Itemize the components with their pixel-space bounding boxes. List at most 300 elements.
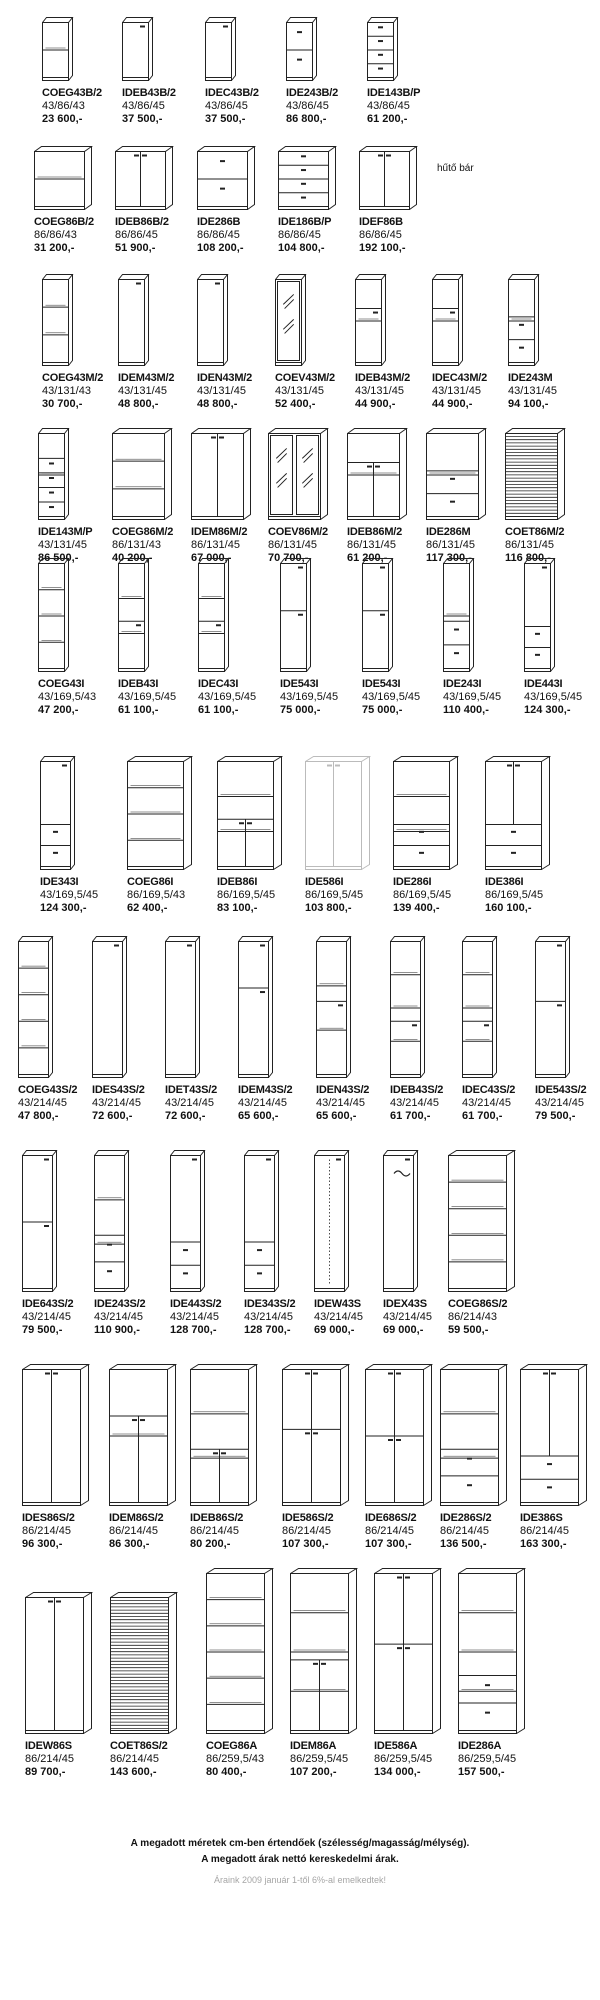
cabinet-drawing bbox=[524, 558, 556, 673]
product-item bbox=[127, 768, 217, 918]
product-dimensions: 86/259,5/45 bbox=[458, 1753, 517, 1765]
cabinet-drawing bbox=[115, 146, 174, 211]
product-code: IDET43S/2 bbox=[165, 1084, 218, 1096]
product-dimensions: 86/86/45 bbox=[359, 229, 402, 241]
product-code: IDE386I bbox=[485, 876, 524, 888]
cabinet-illustration bbox=[290, 1568, 358, 1740]
cabinet-drawing bbox=[197, 146, 256, 211]
product-dimensions: 86/259,5/45 bbox=[290, 1753, 349, 1765]
cabinet-illustration bbox=[347, 428, 408, 526]
product-label bbox=[34, 216, 94, 255]
product-price: 192 100,- bbox=[359, 242, 406, 254]
product-dimensions: 43/169,5/43 bbox=[38, 691, 97, 703]
product-dimensions: 43/214/45 bbox=[18, 1097, 67, 1109]
product-label bbox=[217, 876, 275, 915]
cabinet-illustration bbox=[268, 428, 329, 526]
product-item bbox=[393, 768, 483, 918]
product-item bbox=[118, 283, 208, 414]
product-item bbox=[217, 768, 307, 918]
product-dimensions: 43/86/45 bbox=[286, 100, 329, 112]
product-code: IDEM43S/2 bbox=[238, 1084, 293, 1096]
product-label bbox=[22, 1512, 75, 1551]
product-price: 136 500,- bbox=[440, 1538, 487, 1550]
product-dimensions: 86/86/45 bbox=[197, 229, 240, 241]
cabinet-illustration bbox=[359, 146, 418, 216]
product-code: IDE443I bbox=[524, 678, 563, 690]
product-price: 89 700,- bbox=[25, 1766, 66, 1778]
product-item bbox=[448, 1158, 538, 1340]
product-code: IDE286A bbox=[458, 1740, 502, 1752]
cabinet-drawing bbox=[244, 1150, 280, 1293]
cabinet-illustration bbox=[205, 17, 237, 87]
product-code: COET86S/2 bbox=[110, 1740, 168, 1752]
product-code: IDE243M bbox=[508, 372, 553, 384]
product-label bbox=[524, 678, 582, 717]
product-price: 65 600,- bbox=[238, 1110, 279, 1122]
product-price: 104 800,- bbox=[278, 242, 325, 254]
product-code: IDEM86A bbox=[290, 1740, 337, 1752]
cabinet-illustration bbox=[38, 428, 70, 526]
product-code: IDEC43S/2 bbox=[462, 1084, 516, 1096]
product-dimensions: 86/214/45 bbox=[25, 1753, 74, 1765]
product-label bbox=[305, 876, 363, 915]
product-code: IDE543S/2 bbox=[535, 1084, 587, 1096]
product-label bbox=[18, 1084, 77, 1123]
cabinet-illustration bbox=[206, 1568, 274, 1740]
product-label bbox=[170, 1298, 221, 1337]
product-price: 37 500,- bbox=[205, 113, 246, 125]
product-price: 107 300,- bbox=[282, 1538, 329, 1550]
product-price: 143 600,- bbox=[110, 1766, 157, 1778]
product-item bbox=[22, 1368, 112, 1554]
cabinet-illustration bbox=[393, 756, 459, 876]
product-dimensions: 43/214/45 bbox=[94, 1311, 143, 1323]
product-label bbox=[25, 1740, 74, 1779]
product-dimensions: 43/169,5/45 bbox=[40, 889, 99, 901]
product-label bbox=[42, 372, 103, 411]
cabinet-drawing bbox=[359, 146, 418, 211]
product-item bbox=[359, 158, 449, 258]
product-price: 124 300,- bbox=[40, 902, 87, 914]
product-code: IDEB86M/2 bbox=[347, 526, 403, 538]
product-dimensions: 43/131/45 bbox=[38, 539, 87, 551]
cabinet-illustration bbox=[191, 428, 252, 526]
product-label bbox=[40, 876, 98, 915]
cabinet-drawing bbox=[426, 428, 487, 521]
cabinet-illustration bbox=[462, 936, 498, 1084]
product-item bbox=[205, 30, 295, 129]
product-dimensions: 43/131/43 bbox=[42, 385, 91, 397]
product-code: COEV43M/2 bbox=[275, 372, 335, 384]
product-item bbox=[25, 1578, 115, 1782]
cabinet-illustration bbox=[122, 17, 154, 87]
product-label bbox=[508, 372, 557, 411]
product-item bbox=[508, 283, 598, 414]
product-code: IDEC43I bbox=[198, 678, 239, 690]
product-label bbox=[109, 1512, 163, 1551]
cabinet-drawing bbox=[355, 274, 387, 367]
product-price: 107 300,- bbox=[365, 1538, 412, 1550]
cabinet-drawing bbox=[383, 1150, 419, 1293]
cabinet-drawing bbox=[485, 756, 551, 871]
cabinet-illustration bbox=[508, 274, 540, 372]
product-code: IDEC43M/2 bbox=[432, 372, 488, 384]
cabinet-illustration bbox=[115, 146, 174, 216]
product-item bbox=[280, 585, 370, 720]
cabinet-illustration bbox=[190, 1364, 258, 1512]
cabinet-drawing bbox=[127, 756, 193, 871]
product-price: 31 200,- bbox=[34, 242, 75, 254]
product-dimensions: 43/214/45 bbox=[316, 1097, 365, 1109]
product-price: 69 000,- bbox=[383, 1324, 424, 1336]
product-code: IDE286I bbox=[393, 876, 432, 888]
cabinet-illustration bbox=[365, 1364, 433, 1512]
cabinet-illustration bbox=[432, 274, 464, 372]
product-code: IDE386S bbox=[520, 1512, 563, 1524]
product-price: 48 800,- bbox=[118, 398, 159, 410]
product-dimensions: 43/131/45 bbox=[508, 385, 557, 397]
cabinet-drawing bbox=[22, 1364, 90, 1507]
product-item bbox=[275, 283, 365, 414]
product-price: 86 500,- bbox=[38, 552, 79, 564]
cabinet-drawing bbox=[374, 1568, 442, 1735]
product-item bbox=[268, 437, 358, 568]
product-dimensions: 86/131/45 bbox=[268, 539, 317, 551]
cabinet-illustration bbox=[505, 428, 566, 526]
cabinet-illustration bbox=[109, 1364, 177, 1512]
product-dimensions: 43/86/43 bbox=[42, 100, 85, 112]
product-code: IDEF86B bbox=[359, 216, 403, 228]
cabinet-illustration bbox=[280, 558, 312, 678]
product-price: 75 000,- bbox=[362, 704, 403, 716]
cabinet-illustration bbox=[40, 756, 76, 876]
cabinet-drawing bbox=[286, 17, 318, 82]
product-dimensions: 86/214/45 bbox=[440, 1525, 489, 1537]
cabinet-drawing bbox=[92, 936, 128, 1079]
product-code: IDEB43M/2 bbox=[355, 372, 411, 384]
product-dimensions: 43/86/45 bbox=[367, 100, 410, 112]
cabinet-illustration bbox=[282, 1364, 350, 1512]
product-label bbox=[22, 1298, 73, 1337]
cabinet-drawing bbox=[443, 558, 475, 673]
product-dimensions: 86/259,5/45 bbox=[374, 1753, 433, 1765]
product-price: 61 700,- bbox=[390, 1110, 431, 1122]
cabinet-illustration bbox=[374, 1568, 442, 1740]
product-label bbox=[238, 1084, 292, 1123]
cabinet-illustration bbox=[458, 1568, 526, 1740]
product-dimensions: 43/86/45 bbox=[122, 100, 165, 112]
product-dimensions: 86/131/45 bbox=[191, 539, 240, 551]
cabinet-drawing bbox=[314, 1150, 350, 1293]
product-price: 61 200,- bbox=[347, 552, 388, 564]
cabinet-drawing bbox=[278, 146, 337, 211]
product-dimensions: 86/131/43 bbox=[112, 539, 161, 551]
cabinet-drawing bbox=[109, 1364, 177, 1507]
footer-note-prices: A megadott árak nettó kereskedelmi árak. bbox=[201, 1854, 399, 1865]
cabinet-drawing bbox=[390, 936, 426, 1079]
product-dimensions: 43/86/45 bbox=[205, 100, 248, 112]
product-code: COEG86B/2 bbox=[34, 216, 94, 228]
product-price: 79 500,- bbox=[22, 1324, 63, 1336]
cabinet-illustration bbox=[305, 756, 371, 876]
cabinet-drawing bbox=[462, 936, 498, 1079]
product-item bbox=[520, 1368, 600, 1554]
product-price: 30 700,- bbox=[42, 398, 83, 410]
product-item bbox=[290, 1578, 380, 1782]
product-code: IDE543I bbox=[280, 678, 319, 690]
product-price: 65 600,- bbox=[316, 1110, 357, 1122]
product-item bbox=[362, 585, 452, 720]
product-dimensions: 43/131/45 bbox=[432, 385, 481, 397]
product-code: IDEC43B/2 bbox=[205, 87, 259, 99]
product-price: 62 400,- bbox=[127, 902, 168, 914]
product-code: COEG43B/2 bbox=[42, 87, 102, 99]
product-label bbox=[520, 1512, 569, 1551]
product-code: IDE143B/P bbox=[367, 87, 421, 99]
product-item bbox=[122, 30, 212, 129]
cabinet-illustration bbox=[92, 936, 128, 1084]
cabinet-illustration bbox=[520, 1364, 588, 1512]
product-dimensions: 43/214/45 bbox=[165, 1097, 214, 1109]
footer-note-dimensions: A megadott méretek cm-ben értendőek (szélesség/magasság/mélység). bbox=[130, 1838, 470, 1849]
cabinet-illustration bbox=[197, 274, 229, 372]
product-item bbox=[198, 585, 288, 720]
product-price: 110 400,- bbox=[443, 704, 489, 716]
cabinet-drawing bbox=[42, 274, 74, 367]
product-label bbox=[393, 876, 451, 915]
product-code: IDEB43I bbox=[118, 678, 159, 690]
cabinet-drawing bbox=[505, 428, 566, 521]
product-item bbox=[110, 1578, 200, 1782]
product-price: 117 300,- bbox=[426, 552, 472, 564]
cabinet-drawing bbox=[42, 17, 74, 82]
product-price: 61 100,- bbox=[118, 704, 159, 716]
product-price: 70 700,- bbox=[268, 552, 309, 564]
product-dimensions: 86/214/45 bbox=[110, 1753, 159, 1765]
product-price: 47 200,- bbox=[38, 704, 79, 716]
product-label bbox=[443, 678, 501, 717]
product-label bbox=[355, 372, 410, 411]
product-price: 108 200,- bbox=[197, 242, 244, 254]
product-code: COEG43S/2 bbox=[18, 1084, 78, 1096]
product-item bbox=[34, 158, 124, 258]
product-code: IDEM86M/2 bbox=[191, 526, 248, 538]
product-label bbox=[205, 87, 259, 126]
product-code: IDEB86I bbox=[217, 876, 258, 888]
cabinet-illustration bbox=[25, 1592, 93, 1740]
product-label bbox=[286, 87, 338, 126]
product-code: COEG43M/2 bbox=[42, 372, 104, 384]
cabinet-drawing bbox=[110, 1592, 178, 1735]
cabinet-illustration bbox=[244, 1150, 280, 1298]
product-code: IDES86S/2 bbox=[22, 1512, 75, 1524]
cabinet-illustration bbox=[118, 558, 150, 678]
product-item bbox=[505, 437, 595, 568]
cabinet-drawing bbox=[268, 428, 329, 521]
product-dimensions: 86/169,5/45 bbox=[217, 889, 276, 901]
product-item bbox=[458, 1578, 548, 1782]
cabinet-drawing bbox=[198, 558, 230, 673]
product-price: 139 400,- bbox=[393, 902, 440, 914]
product-price: 23 600,- bbox=[42, 113, 83, 125]
cabinet-drawing bbox=[18, 936, 54, 1079]
product-dimensions: 86/214/45 bbox=[282, 1525, 331, 1537]
cabinet-drawing bbox=[347, 428, 408, 521]
product-code: IDE186B/P bbox=[278, 216, 332, 228]
product-label bbox=[198, 678, 256, 717]
product-dimensions: 86/214/45 bbox=[22, 1525, 71, 1537]
product-price: 79 500,- bbox=[535, 1110, 576, 1122]
product-label bbox=[316, 1084, 369, 1123]
product-label bbox=[38, 678, 96, 717]
product-dimensions: 43/169,5/45 bbox=[443, 691, 502, 703]
cabinet-illustration bbox=[170, 1150, 206, 1298]
product-price: 44 900,- bbox=[355, 398, 396, 410]
cabinet-illustration bbox=[383, 1150, 419, 1298]
product-price: 48 800,- bbox=[197, 398, 238, 410]
cabinet-drawing bbox=[206, 1568, 274, 1735]
product-code: COEG86S/2 bbox=[448, 1298, 508, 1310]
product-price: 80 400,- bbox=[206, 1766, 247, 1778]
product-item bbox=[440, 1368, 530, 1554]
product-dimensions: 86/169,5/45 bbox=[305, 889, 364, 901]
product-code: IDE243S/2 bbox=[94, 1298, 146, 1310]
cabinet-illustration bbox=[390, 936, 426, 1084]
footer-price-increase-notice: Áraink 2009 január 1-től 6%-al emelkedtek! bbox=[213, 1875, 387, 1885]
cabinet-drawing bbox=[170, 1150, 206, 1293]
cabinet-drawing bbox=[165, 936, 201, 1079]
product-price: 128 700,- bbox=[170, 1324, 217, 1336]
cabinet-illustration bbox=[278, 146, 337, 216]
product-dimensions: 86/169,5/45 bbox=[485, 889, 544, 901]
product-price: 157 500,- bbox=[458, 1766, 505, 1778]
product-price: 134 000,- bbox=[374, 1766, 421, 1778]
product-code: IDEN43S/2 bbox=[316, 1084, 370, 1096]
product-price: 40 200,- bbox=[112, 552, 153, 564]
cabinet-illustration bbox=[110, 1592, 178, 1740]
product-label bbox=[122, 87, 176, 126]
product-label bbox=[110, 1740, 168, 1779]
product-price: 128 700,- bbox=[244, 1324, 291, 1336]
cabinet-drawing bbox=[432, 274, 464, 367]
product-price: 80 200,- bbox=[190, 1538, 231, 1550]
product-code: IDEM86S/2 bbox=[109, 1512, 164, 1524]
product-dimensions: 43/131/45 bbox=[355, 385, 404, 397]
cabinet-illustration bbox=[197, 146, 256, 216]
cabinet-drawing bbox=[190, 1364, 258, 1507]
cabinet-drawing bbox=[118, 274, 150, 367]
product-code: IDE286M bbox=[426, 526, 471, 538]
cabinet-drawing bbox=[316, 936, 352, 1079]
product-label bbox=[485, 876, 543, 915]
product-dimensions: 86/214/43 bbox=[448, 1311, 497, 1323]
product-item bbox=[286, 30, 376, 129]
cabinet-illustration bbox=[18, 936, 54, 1084]
product-label bbox=[362, 678, 420, 717]
product-label bbox=[94, 1298, 145, 1337]
cabinet-drawing bbox=[458, 1568, 526, 1735]
product-price: 94 100,- bbox=[508, 398, 549, 410]
product-price: 69 000,- bbox=[314, 1324, 355, 1336]
product-code: IDEB86B/2 bbox=[115, 216, 169, 228]
product-item bbox=[197, 283, 287, 414]
product-item bbox=[374, 1578, 464, 1782]
product-label bbox=[390, 1084, 443, 1123]
cabinet-drawing bbox=[520, 1364, 588, 1507]
product-code: COEG86A bbox=[206, 1740, 258, 1752]
cabinet-drawing bbox=[122, 17, 154, 82]
product-code: IDEW43S bbox=[314, 1298, 361, 1310]
product-dimensions: 86/214/45 bbox=[520, 1525, 569, 1537]
fridge-annotation: hűtő bár bbox=[437, 163, 474, 174]
product-code: COEV86M/2 bbox=[268, 526, 328, 538]
product-label bbox=[92, 1084, 145, 1123]
cabinet-drawing bbox=[94, 1150, 130, 1293]
product-item bbox=[305, 768, 395, 918]
cabinet-drawing bbox=[365, 1364, 433, 1507]
cabinet-illustration bbox=[238, 936, 274, 1084]
product-code: IDEM43M/2 bbox=[118, 372, 175, 384]
product-label bbox=[278, 216, 331, 255]
cabinet-illustration bbox=[314, 1150, 350, 1298]
product-label bbox=[127, 876, 185, 915]
product-code: COEG86M/2 bbox=[112, 526, 174, 538]
product-price: 72 600,- bbox=[92, 1110, 133, 1122]
product-price: 37 500,- bbox=[122, 113, 163, 125]
cabinet-drawing bbox=[38, 428, 70, 521]
product-price: 116 800,- bbox=[505, 552, 551, 564]
cabinet-drawing bbox=[197, 274, 229, 367]
product-dimensions: 43/214/45 bbox=[314, 1311, 363, 1323]
cabinet-illustration bbox=[524, 558, 556, 678]
cabinet-illustration bbox=[217, 756, 283, 876]
product-price: 86 300,- bbox=[109, 1538, 150, 1550]
product-label bbox=[280, 678, 338, 717]
product-label bbox=[197, 216, 243, 255]
product-label bbox=[282, 1512, 333, 1551]
cabinet-illustration bbox=[535, 936, 571, 1084]
cabinet-illustration bbox=[38, 558, 70, 678]
product-dimensions: 86/131/45 bbox=[347, 539, 396, 551]
product-price: 83 100,- bbox=[217, 902, 258, 914]
cabinet-illustration bbox=[485, 756, 551, 876]
product-label bbox=[374, 1740, 432, 1779]
product-price: 163 300,- bbox=[520, 1538, 567, 1550]
cabinet-illustration bbox=[448, 1150, 516, 1298]
product-item bbox=[443, 585, 533, 720]
product-dimensions: 86/86/43 bbox=[34, 229, 77, 241]
product-code: IDES43S/2 bbox=[92, 1084, 145, 1096]
product-price: 44 900,- bbox=[432, 398, 473, 410]
product-price: 59 500,- bbox=[448, 1324, 489, 1336]
product-dimensions: 43/214/45 bbox=[462, 1097, 511, 1109]
product-item bbox=[367, 30, 457, 129]
product-price: 52 400,- bbox=[275, 398, 316, 410]
product-label bbox=[365, 1512, 416, 1551]
product-code: IDEW86S bbox=[25, 1740, 72, 1752]
product-price: 86 800,- bbox=[286, 113, 327, 125]
cabinet-drawing bbox=[367, 17, 399, 82]
product-dimensions: 86/169,5/43 bbox=[127, 889, 186, 901]
cabinet-illustration bbox=[286, 17, 318, 87]
product-item bbox=[109, 1368, 199, 1554]
cabinet-drawing bbox=[535, 936, 571, 1079]
cabinet-drawing bbox=[22, 1150, 58, 1293]
product-dimensions: 43/214/45 bbox=[92, 1097, 141, 1109]
product-item bbox=[42, 30, 132, 129]
product-code: IDEN43M/2 bbox=[197, 372, 253, 384]
product-price: 103 800,- bbox=[305, 902, 352, 914]
